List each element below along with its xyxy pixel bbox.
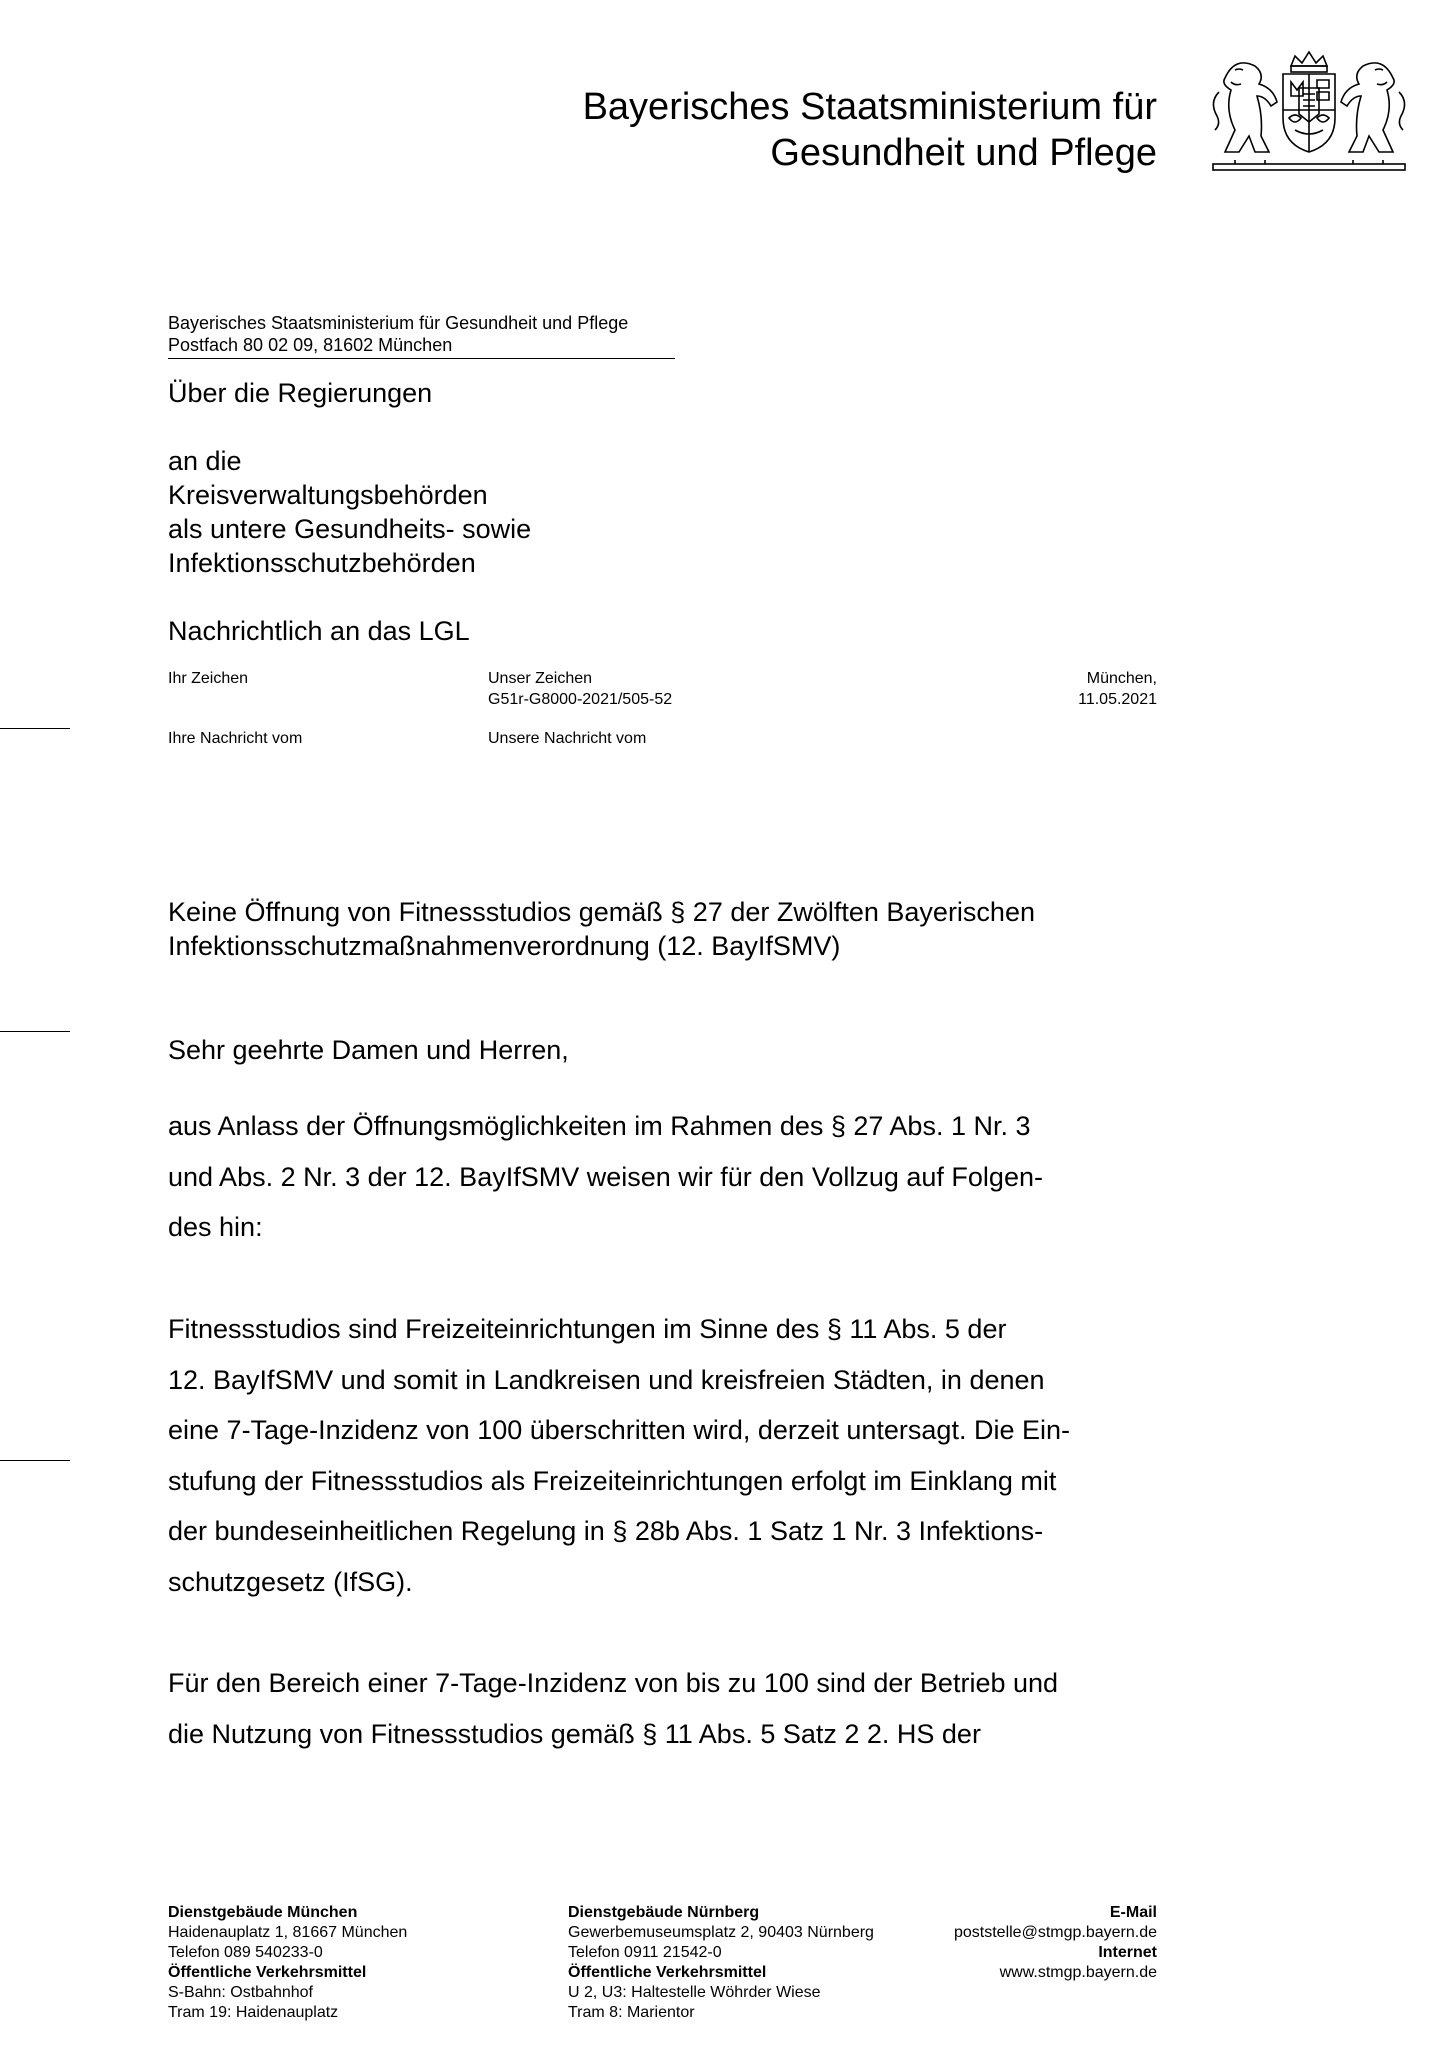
ihre-nachricht-label: Ihre Nachricht vom xyxy=(168,730,303,747)
paragraph-line: der bundeseinheitlichen Regelung in § 28b Abs. 1 Satz 1 Nr. 3 Infektions- xyxy=(168,1516,1044,1546)
footer-email-label: E-Mail xyxy=(1109,1904,1157,1921)
footer-nuernberg-transit2: Tram 8: Marientor xyxy=(568,2004,695,2021)
footer-muenchen-title: Dienstgebäude München xyxy=(168,1904,358,1921)
ministry-name-line2: Gesundheit und Pflege xyxy=(770,132,1157,174)
footer-nuernberg xyxy=(568,1903,874,2023)
recipient-block xyxy=(168,376,531,648)
unsere-nachricht-label: Unsere Nachricht vom xyxy=(488,730,647,747)
footer-internet-label: Internet xyxy=(1098,1944,1157,1961)
subject-line: Infektionsschutzmaßnahmenverordnung (12. BayIfSMV) xyxy=(168,931,841,961)
footer-nuernberg-transit1: U 2, U3: Haltestelle Wöhrder Wiese xyxy=(568,1984,821,2001)
unser-zeichen-value: G51r-G8000-2021/505-52 xyxy=(488,691,673,708)
paragraph-line: schutzgesetz (IfSG). xyxy=(168,1566,413,1597)
recipient-line: Über die Regierungen xyxy=(168,378,433,408)
subject-line: Keine Öffnung von Fitnessstudios gemäß § 27 der Zwölften Bayerischen xyxy=(168,897,1035,927)
unser-zeichen-block xyxy=(488,668,672,710)
paragraph-line: stufung der Fitnessstudios als Freizeiteinrichtungen erfolgt im Einklang mit xyxy=(168,1465,1057,1496)
footer-muenchen-transit2: Tram 19: Haidenauplatz xyxy=(168,2004,339,2021)
fold-mark xyxy=(0,1460,70,1461)
recipient-line: als untere Gesundheits- sowie xyxy=(168,514,532,544)
return-address xyxy=(168,312,675,359)
return-address-line1: Bayerisches Staatsministerium für Gesundheit und Pflege xyxy=(168,313,629,333)
footer-nuernberg-transit-title: Öffentliche Verkehrsmittel xyxy=(568,1964,767,1981)
return-address-line2: Postfach 80 02 09, 81602 München xyxy=(168,335,453,355)
paragraph-3 xyxy=(168,1658,1168,1759)
recipient-line: Kreisverwaltungsbehörden xyxy=(168,480,488,510)
recipient-line: an die xyxy=(168,446,242,476)
paragraph-line: die Nutzung von Fitnessstudios gemäß § 11 Abs. 5 Satz 2 2. HS der xyxy=(168,1718,981,1749)
footer-contact xyxy=(954,1903,1157,1983)
footer-nuernberg-phone: Telefon 0911 21542-0 xyxy=(568,1944,722,1961)
footer-nuernberg-address: Gewerbemuseumsplatz 2, 90403 Nürnberg xyxy=(568,1924,874,1941)
footer-muenchen-address: Haidenauplatz 1, 81667 München xyxy=(168,1924,408,1941)
footer-muenchen-transit-title: Öffentliche Verkehrsmittel xyxy=(168,1964,367,1981)
ihr-zeichen-label: Ihr Zeichen xyxy=(168,670,249,687)
date: 11.05.2021 xyxy=(1078,691,1157,708)
footer-muenchen-phone: Telefon 089 540233-0 xyxy=(168,1944,323,1961)
footer-email[interactable]: poststelle@stmgp.bayern.de xyxy=(953,1924,1157,1941)
paragraph-2 xyxy=(168,1304,1168,1607)
recipient-line: Infektionsschutzbehörden xyxy=(168,548,476,578)
paragraph-line: des hin: xyxy=(168,1212,263,1242)
paragraph-line: aus Anlass der Öffnungsmöglichkeiten im Rahmen des § 27 Abs. 1 Nr. 3 xyxy=(168,1111,1031,1141)
salutation: Sehr geehrte Damen und Herren, xyxy=(168,1035,569,1065)
footer-nuernberg-title: Dienstgebäude Nürnberg xyxy=(568,1904,760,1921)
fold-mark xyxy=(0,728,70,729)
footer-muenchen-transit1: S-Bahn: Ostbahnhof xyxy=(168,1984,313,2001)
paragraph-1 xyxy=(168,1101,1168,1253)
ministry-name xyxy=(583,84,1157,176)
fold-mark xyxy=(0,1031,70,1032)
ministry-name-line1: Bayerisches Staatsministerium für xyxy=(582,86,1157,128)
unser-zeichen-label: Unser Zeichen xyxy=(488,670,593,687)
place-date-block xyxy=(1078,668,1157,710)
paragraph-line: eine 7-Tage-Inzidenz von 100 überschritten wird, derzeit untersagt. Die Ein- xyxy=(168,1415,1070,1445)
subject xyxy=(168,895,1035,963)
paragraph-line: 12. BayIfSMV und somit in Landkreisen und kreisfreien Städten, in denen xyxy=(168,1364,1045,1395)
bavarian-coat-of-arms-icon xyxy=(1205,48,1413,174)
place: München, xyxy=(1086,670,1157,687)
paragraph-line: und Abs. 2 Nr. 3 der 12. BayIfSMV weisen wir für den Vollzug auf Folgen- xyxy=(168,1161,1043,1192)
recipient-line: Nachrichtlich an das LGL xyxy=(168,616,470,646)
footer-internet[interactable]: www.stmgp.bayern.de xyxy=(999,1964,1157,1981)
paragraph-line: Fitnessstudios sind Freizeiteinrichtungen im Sinne des § 11 Abs. 5 der xyxy=(168,1314,1007,1344)
paragraph-line: Für den Bereich einer 7-Tage-Inzidenz von bis zu 100 sind der Betrieb und xyxy=(168,1668,1059,1698)
footer-muenchen xyxy=(168,1903,407,2023)
